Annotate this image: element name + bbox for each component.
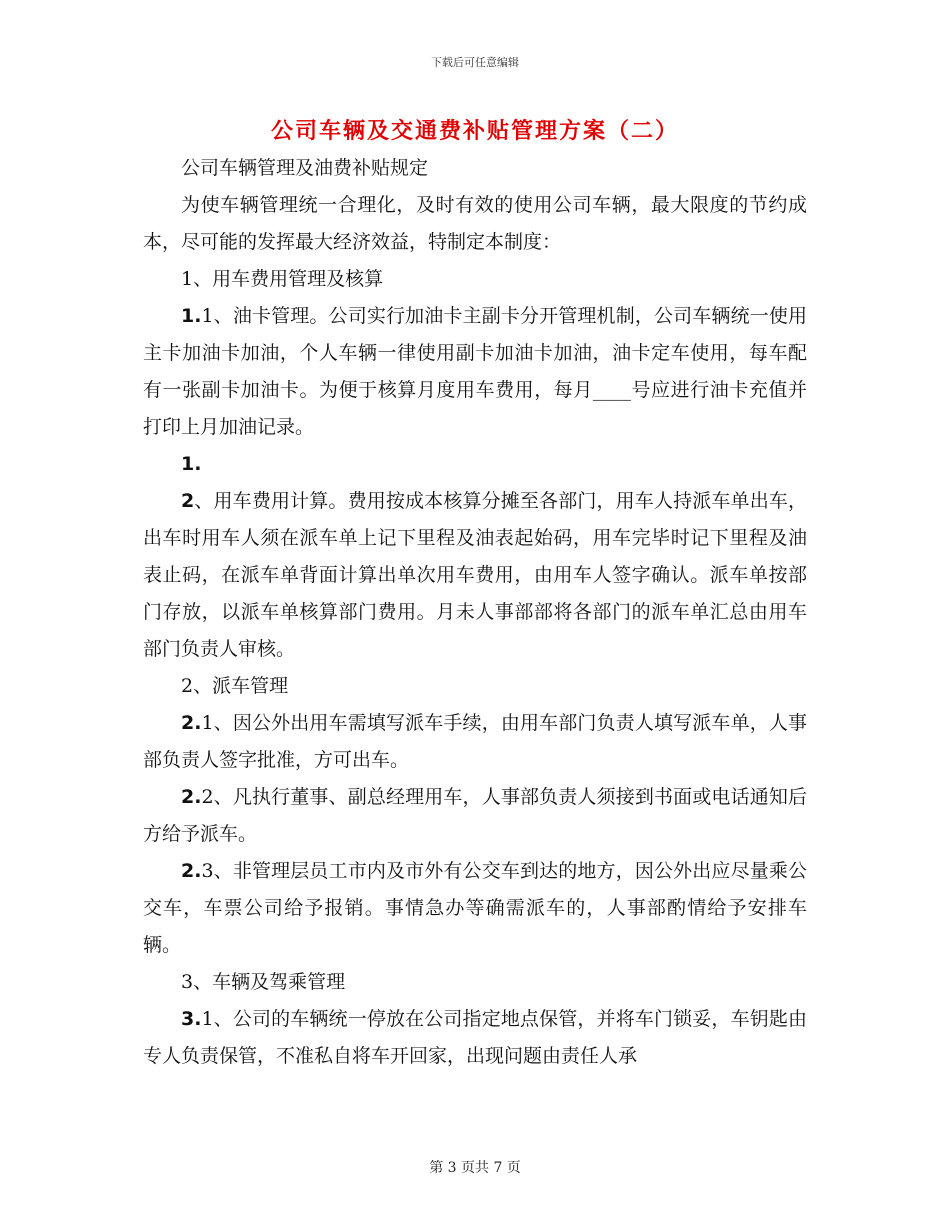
- item-number: 1.: [181, 305, 202, 327]
- item-number: 3.: [181, 1008, 202, 1030]
- paragraph-1-1: 1.1、油卡管理。公司实行加油卡主副卡分开管理机制，公司车辆统一使用主卡加油卡加油，个人车辆一律使用副卡加油卡加油，油卡定车使用，每车配有一张副卡加油卡。为便于核算月度用车费用，每月____号应进行油卡充值并打印上月加油记录。: [143, 305, 807, 438]
- document-body: [143, 150, 807, 1075]
- paragraph-3-1: 3.1、公司的车辆统一停放在公司指定地点保管，并将车门锁妥，车钥匙由专人负责保管，不准私自将车开回家，出现问题由责任人承: [143, 1008, 807, 1067]
- paragraph-2-1: 2.1、因公外出用车需填写派车手续，由用车部门负责人填写派车单，人事部负责人签字批准，方可出车。: [143, 712, 807, 771]
- item-number: 2: [181, 490, 195, 512]
- item-number: 2.: [181, 860, 202, 882]
- section-heading-2: 2、派车管理: [181, 675, 289, 697]
- paragraph-1-blank: [143, 446, 807, 483]
- section-heading-1: 1、用车费用管理及核算: [181, 268, 384, 290]
- paragraph-subtitle: 公司车辆管理及油费补贴规定: [181, 157, 429, 179]
- item-number: 2.: [181, 786, 202, 808]
- item-number: 2.: [181, 712, 202, 734]
- paragraph-2-cost: 2、用车费用计算。费用按成本核算分摊至各部门，用车人持派车单出车，出车时用车人须在派车单上记下里程及油表起始码，用车完毕时记下里程及油表止码，在派车单背面计算出单次用车费用，由用车人签字确认。派车单按部门存放，以派车单核算部门费用。月未人事部部将各部门的派车单汇总由用车部门负责人审核。: [143, 490, 807, 660]
- paragraph-2-2: 2.2、凡执行董事、副总经理用车，人事部负责人须接到书面或电话通知后方给予派车。: [143, 786, 807, 845]
- section-heading-3: 3、车辆及驾乘管理: [181, 971, 346, 993]
- page-footer: 第 3 页共 7 页: [429, 1160, 521, 1176]
- page-header: 下载后可任意编辑: [431, 56, 519, 69]
- paragraph-2-3: 2.3、非管理层员工市内及市外有公交车到达的地方，因公外出应尽量乘公交车，车票公司给予报销。事情急办等确需派车的，人事部酌情给予安排车辆。: [143, 860, 807, 956]
- document-title: 公司车辆及交通费补贴管理方案（二）: [270, 118, 679, 144]
- paragraph-purpose: 为使车辆管理统一合理化，及时有效的使用公司车辆，最大限度的节约成本，尽可能的发挥最大经济效益，特制定本制度：: [143, 194, 807, 253]
- item-number: 1.: [181, 453, 202, 475]
